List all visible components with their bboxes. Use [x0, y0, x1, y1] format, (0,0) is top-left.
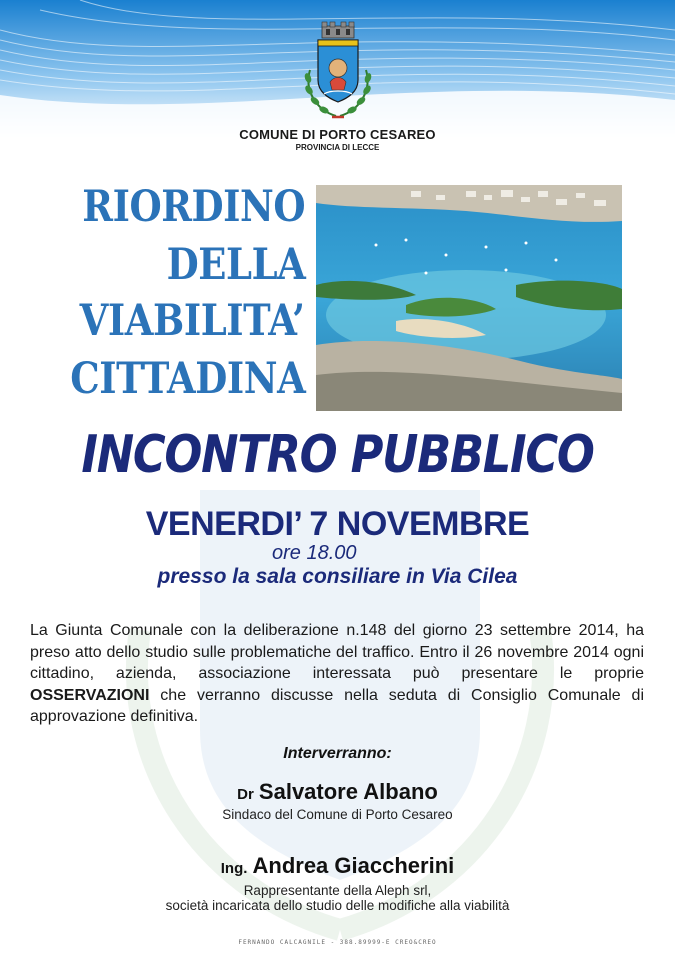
speaker-2-name: Andrea Giaccherini [252, 853, 455, 878]
event-date: VENERDI’ 7 NOVEMBRE [145, 505, 530, 543]
speaker-2 [0, 853, 675, 879]
speaker-1-name: Salvatore Albano [258, 779, 438, 804]
title-line-3: VIABILITA’ [80, 296, 305, 346]
municipal-crest-icon [296, 20, 380, 124]
speaker-2-role-line-1: Rappresentante della Aleph srl, [243, 883, 432, 898]
coastline-aerial-photo [316, 185, 622, 411]
announcement-body [30, 620, 644, 728]
body-part-2: che verranno discusse nella seduta di Consiglio Comunale di approvazione definitiva. [30, 686, 644, 725]
title-line-4: CITTADINA [69, 354, 305, 404]
provincia-name: PROVINCIA DI LECCE [295, 143, 380, 152]
event-headline: INCONTRO PUBBLICO [81, 425, 594, 485]
body-highlight: OSSERVAZIONI [30, 686, 150, 704]
title-line-2: DELLA [166, 240, 305, 290]
footer-credit: FERNANDO CALCAGNILE - 388.89999-E CREO&CREO [238, 939, 437, 946]
speaker-2-title: Ing. [220, 860, 248, 877]
comune-name: COMUNE DI PORTO CESAREO [239, 127, 436, 142]
title-line-1: RIORDINO [82, 182, 305, 232]
speaker-1-title: Dr [237, 786, 254, 803]
speaker-2-role-line-2: società incaricata dello studio delle modifiche alla viabilità [165, 898, 510, 913]
body-part-1: La Giunta Comunale con la deliberazione n.148 del giorno 23 settembre 2014, ha preso atto dello studio sulle problematiche del traffico. Entro il 26 novembre 2014 ogni cittadino, azienda, associazione interessata può presentare le proprie [30, 622, 644, 682]
event-time: ore 18.00 [272, 542, 357, 564]
event-venue: presso la sala consiliare in Via Cilea [157, 565, 518, 588]
speaker-1-role: Sindaco del Comune di Porto Cesareo [222, 807, 453, 822]
speakers-heading: Interverranno: [283, 745, 392, 762]
speaker-1 [0, 779, 675, 805]
